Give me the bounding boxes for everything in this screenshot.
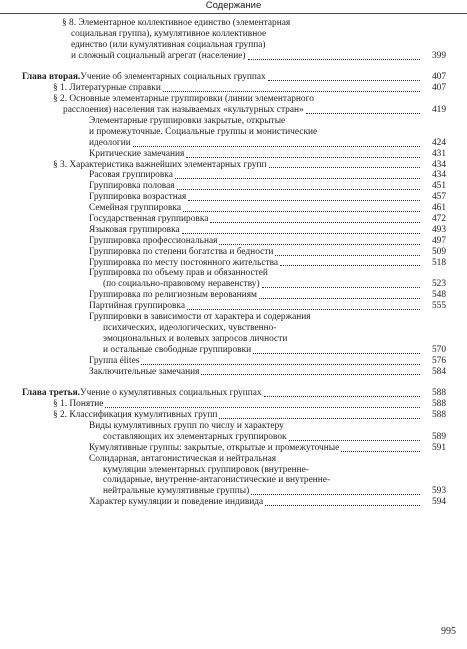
toc-entry-text: Расовая группировка <box>89 170 173 181</box>
toc-entry-text: нейтральные кумулятивные группы) <box>103 486 250 497</box>
toc-entry <box>0 268 467 290</box>
toc-page-number: 576 <box>431 355 446 366</box>
toc-page-number: 523 <box>431 279 446 290</box>
dot-leader <box>186 149 420 158</box>
toc-page-number: 451 <box>431 181 446 192</box>
dot-leader <box>219 236 420 245</box>
toc-page-number: 472 <box>431 214 446 225</box>
toc-entry <box>0 290 467 301</box>
toc-page-number: 584 <box>431 366 446 377</box>
toc-entry-text: социальная группа), кумулятивное коллективное <box>71 28 267 39</box>
toc-chapter-entry <box>0 388 467 399</box>
toc-entry <box>0 214 467 225</box>
toc-entry-text: Группировка по степени богатства и бедности <box>89 246 274 257</box>
toc-entry-text: Группировки в зависимости от характера и содержания <box>89 312 311 323</box>
toc-entry <box>0 181 467 192</box>
toc-page-number: 591 <box>431 442 446 453</box>
dot-leader <box>275 247 420 256</box>
section-gap <box>0 377 467 388</box>
toc-entry-text: Языковая группировка <box>89 224 180 235</box>
dot-leader <box>183 203 420 212</box>
toc-page-number: 434 <box>431 170 446 181</box>
dot-leader <box>264 388 420 397</box>
toc-page-number: 555 <box>431 301 446 312</box>
toc-entry <box>0 203 467 214</box>
toc-page-number: 457 <box>431 192 446 203</box>
dot-leader <box>269 160 420 169</box>
toc-entry-text: Группировка по религиозным верованиям <box>89 290 257 301</box>
dot-leader <box>175 170 420 179</box>
dot-leader <box>187 301 420 310</box>
toc-entry <box>0 160 467 171</box>
toc-entry-text: и промежуточные. Социальные группы и монистические <box>89 126 318 137</box>
toc-entry-text: Элементарные группировки закрытые, открытые <box>89 116 286 127</box>
toc-entry-text: § 8. Элементарное коллективное единство (элементарная <box>62 18 291 28</box>
dot-leader <box>105 399 420 408</box>
page-number: 995 <box>441 626 456 637</box>
toc-entry-text: солидарные, внутренне-антагонистические и внутренне- <box>103 475 331 486</box>
toc-entry <box>0 454 467 498</box>
toc-entry-text: Солидарная, антагонистическая и нейтральная <box>89 453 277 464</box>
toc-entry-text: § 1. Литературные справки <box>53 83 161 94</box>
dot-leader <box>201 367 420 376</box>
toc-entry-text: Партийная группировка <box>89 301 185 312</box>
toc-entry-text: Группировка профессиональная <box>89 235 218 246</box>
running-header: Содержание <box>205 0 262 11</box>
toc-entry-text: составляющих их элементарных группировок <box>103 431 287 442</box>
toc-entry-text: эмоциональных и волевых запросов личности <box>103 333 288 344</box>
dot-leader <box>251 486 420 495</box>
toc-entry-text: Виды кумулятивных групп по числу и характеру <box>89 420 284 431</box>
toc-page-number: 407 <box>431 83 446 94</box>
toc-entry-text: единство (или кумулятивная социальная группа) <box>71 39 266 50</box>
toc-entry-text: Семейная группировка <box>89 203 181 214</box>
toc-page-number: 431 <box>431 148 446 159</box>
toc-page-number: 493 <box>431 224 446 235</box>
toc-entry-text: Группировка по месту постоянного жительства <box>89 257 279 268</box>
toc-page-number: 518 <box>431 257 446 268</box>
dot-leader <box>177 181 420 190</box>
toc-entry-text: Учение о кумулятивных социальных группах <box>80 388 262 399</box>
toc-entry <box>0 367 467 378</box>
toc-page-number: 461 <box>431 203 446 214</box>
toc-page-number: 548 <box>431 290 446 301</box>
toc-page-number: 588 <box>431 399 446 410</box>
toc-entry <box>0 94 467 116</box>
section-gap <box>0 62 467 73</box>
dot-leader <box>306 105 420 114</box>
toc-entry <box>0 443 467 454</box>
header-rule <box>0 13 467 14</box>
dot-leader <box>163 83 420 92</box>
chapter-label: Глава третья. <box>22 388 81 399</box>
toc-page-number: 424 <box>431 137 446 148</box>
toc-page-number: 588 <box>431 410 446 421</box>
dot-leader <box>253 345 420 354</box>
dot-leader <box>210 214 420 223</box>
toc-entry-text: Группировка возрастная <box>89 192 187 203</box>
toc-entry-text: и сложный социальный агрегат (население) <box>71 50 246 61</box>
toc-entry-text: Характер кумуляции и поведение индивида <box>89 497 264 508</box>
toc-page-number: 407 <box>431 72 446 83</box>
dot-leader <box>289 432 420 441</box>
toc-chapter-entry <box>0 72 467 83</box>
table-of-contents <box>0 18 467 618</box>
toc-entry <box>0 356 467 367</box>
toc-entry <box>0 410 467 421</box>
toc-page-number: 419 <box>431 105 446 116</box>
toc-entry <box>0 18 467 62</box>
toc-entry-text: Критические замечания <box>89 148 185 159</box>
dot-leader <box>280 258 420 267</box>
toc-entry-text: Группировка половая <box>89 181 175 192</box>
toc-entry-text: Группировка по объему прав и обязанностей <box>89 268 268 279</box>
dot-leader <box>262 279 420 288</box>
toc-entry-text: и остальные свободные группировки <box>103 344 252 355</box>
dot-leader <box>341 443 420 452</box>
toc-entry <box>0 170 467 181</box>
toc-entry <box>0 192 467 203</box>
toc-page-number: 399 <box>431 50 446 61</box>
toc-entry-text: Учение об элементарных социальных группах <box>80 72 266 83</box>
toc-page-number: 434 <box>431 159 446 170</box>
toc-entry <box>0 312 467 356</box>
toc-entry-text: психических, идеологических, чувственно- <box>103 322 277 333</box>
toc-page-number: 593 <box>431 486 446 497</box>
toc-page-number: 570 <box>431 344 446 355</box>
toc-entry <box>0 236 467 247</box>
dot-leader <box>182 225 420 234</box>
dot-leader <box>268 72 420 81</box>
toc-entry-text: Группа élites <box>89 355 140 366</box>
toc-entry <box>0 301 467 312</box>
chapter-label: Глава вторая. <box>22 72 81 83</box>
toc-entry-text: § 2. Основные элементарные группировки (линии элементарного <box>53 94 314 105</box>
toc-entry-text: кумуляции элементарных группировок (внутренне- <box>103 464 309 475</box>
dot-leader <box>133 138 420 147</box>
toc-entry <box>0 83 467 94</box>
dot-leader <box>141 356 420 365</box>
toc-entry-text: Заключительные замечания <box>89 366 200 377</box>
toc-page-number: 589 <box>431 431 446 442</box>
dot-leader <box>265 497 420 506</box>
toc-entry <box>0 421 467 443</box>
toc-entry-text: § 2. Классификация кумулятивных групп <box>53 410 218 421</box>
dot-leader <box>248 51 420 60</box>
toc-entry <box>0 258 467 269</box>
toc-page-number: 497 <box>431 235 446 246</box>
dot-leader <box>259 290 420 299</box>
toc-entry-text: идеологии <box>89 137 131 148</box>
toc-page-number: 594 <box>431 497 446 508</box>
toc-entry <box>0 497 467 508</box>
toc-entry <box>0 149 467 160</box>
dot-leader <box>219 410 420 419</box>
toc-page-number: 509 <box>431 246 446 257</box>
toc-entry <box>0 116 467 149</box>
toc-entry-text: (по социально-правовому неравенству) <box>103 279 260 290</box>
toc-entry <box>0 247 467 258</box>
toc-entry-text: расслоения) населения так называемых «культурных стран» <box>63 105 304 116</box>
toc-entry-text: Кумулятивные группы: закрытые, открытые и промежуточные <box>89 442 340 453</box>
toc-entry <box>0 399 467 410</box>
toc-entry <box>0 225 467 236</box>
toc-entry-text: § 3. Характеристика важнейших элементарных групп <box>53 159 267 170</box>
toc-entry-text: § 1. Понятие <box>53 399 104 410</box>
toc-entry-text: Государственная группировка <box>89 214 209 225</box>
toc-page-number: 588 <box>431 388 446 399</box>
dot-leader <box>188 192 420 201</box>
